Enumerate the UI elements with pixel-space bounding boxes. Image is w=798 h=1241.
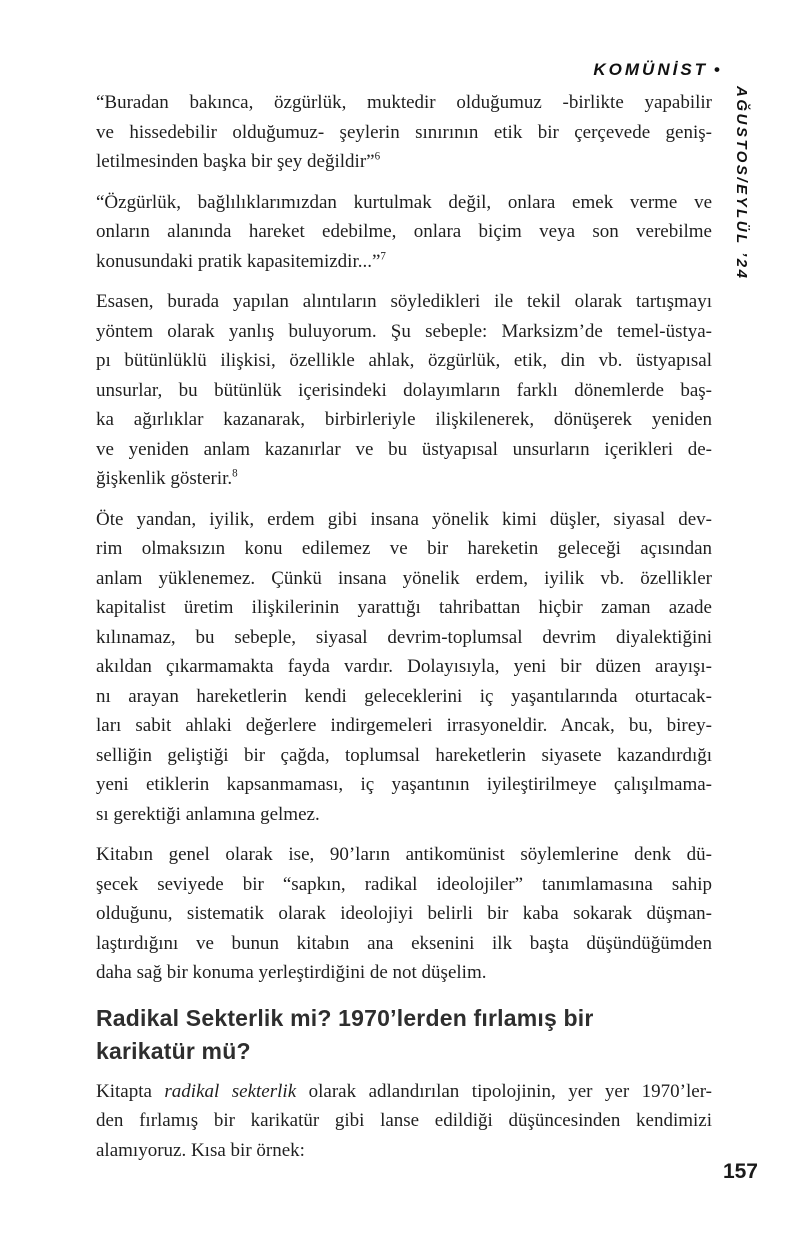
text-line: Kitabın genel olarak ise, 90’ların antikomünist söylemlerine denk dü- [96, 844, 712, 865]
text-line: nı arayan hareketlerin kendi geleceklerini iç yaşantılarında oturtacak- [96, 685, 712, 707]
text-line: “Buradan bakınca, özgürlük, muktedir olduğumuz -birlikte yapabilir [96, 92, 712, 113]
text-line: selliğin geliştiği bir çağda, toplumsal hareketlerin siyasete kazandırdığı [96, 744, 712, 766]
text-line: onların alanında hareket edebilme, onlara biçim veya son verebilme [96, 221, 712, 242]
text-line: Esasen, burada yapılan alıntıların söyledikleri ile tekil olarak tartışmayı [96, 291, 712, 312]
text-line: sı gerektiği anlamına gelmez. [96, 803, 320, 825]
text-line: Öte yandan, iyilik, erdem gibi insana yönelik kimi düşler, siyasal dev- [96, 508, 712, 530]
text-line: kapitalist üretim ilişkilerinin yarattığı tahribattan hiçbir zaman azade [96, 597, 712, 618]
text-line: konusundaki pratik kapasitemizdir...”$^7$ [96, 250, 386, 272]
issue-label-vertical: AĞUSTOS/EYLÜL ’24 [733, 86, 750, 281]
page-number: 157 [722, 1160, 758, 1183]
section-heading [96, 1002, 712, 1068]
paragraph [96, 88, 712, 177]
text-line: rim olmaksızın konu edilemez ve bir hareketin geleceği açısından [96, 538, 712, 559]
text-line: ka ağırlıklar kazanarak, birbirleriyle ilişkilenerek, dönüşerek yeniden [96, 409, 712, 430]
heading-line: Radikal Sekterlik mi? 1970’lerden fırlamış bir [96, 1004, 594, 1031]
text-line: akıldan çıkarmamakta fayda vardır. Dolayısıyla, yeni bir düzen arayışı- [96, 656, 712, 677]
text-line: şecek seviyede bir “sapkın, radikal ideolojiler” tanımlamasına sahip [96, 873, 712, 895]
masthead-bullet: • [714, 60, 720, 79]
paragraph [96, 840, 712, 988]
text-line: “Özgürlük, bağlılıklarımızdan kurtulmak değil, onlara emek verme ve [96, 191, 712, 213]
paragraph [96, 188, 712, 277]
paragraph [96, 287, 712, 494]
text-line: letilmesinden başka bir şey değildir”$^6$ [96, 150, 381, 172]
text-line: ve yeniden anlam kazanırlar ve bu üstyapısal unsurların içerikleri de- [96, 438, 712, 460]
paragraph [96, 505, 712, 830]
text-line: ve hissedebilir olduğumuz- şeylerin sınırının etik bir çerçevede geniş- [96, 121, 712, 143]
text-line: kılınamaz, bu sebeple, siyasal devrim-toplumsal devrim diyalektiğini [96, 626, 712, 648]
text-line: ğişkenlik gösterir.$^8$ [96, 467, 238, 489]
text-line: den fırlamış bir karikatür gibi lanse edildiği düşüncesinden kendimizi [96, 1110, 712, 1131]
text-line: laştırdığını ve bunun kitabın ana eksenini ilk başta düşündüğümden [96, 932, 712, 954]
text-line: yeni etiklerin kapsanmaması, iç yaşantının iyileştirilmeye çalışılmama- [96, 774, 712, 795]
text-line: alamıyoruz. Kısa bir örnek: [96, 1139, 305, 1161]
text-line: ları sabit ahlaki değerlere indirgemeleri irrasyoneldir. Ancak, bu, birey- [96, 715, 712, 736]
heading-line: karikatür mü? [96, 1037, 251, 1064]
text-line: pı bütünlüklü ilişkisi, özellikle ahlak, özgürlük, etik, din vb. üstyapısal [96, 350, 712, 371]
text-line: yöntem olarak yanlış buluyorum. Şu sebeple: Marksizm’de temel-üstya- [96, 320, 712, 342]
text-line: unsurlar, bu bütünlük içerisindeki dolayımların farklı dönemlerde baş- [96, 379, 712, 401]
text-line: Kitapta radikal sekterlik olarak adlandırılan tipolojinin, yer yer 1970’ler- [96, 1080, 712, 1102]
paragraph [96, 1077, 712, 1166]
text-line: anlam yüklenemez. Çünkü insana yönelik erdem, iyilik vb. özellikler [96, 567, 712, 589]
masthead-title: KOMÜNİST [593, 60, 709, 79]
text-line: daha sağ bir konuma yerleştirdiğini de not düşelim. [96, 962, 487, 983]
text-line: olduğunu, sistematik olarak ideolojiyi belirli bir kaba sokarak düşman- [96, 903, 712, 924]
masthead [593, 60, 720, 80]
text-column [96, 88, 712, 1176]
